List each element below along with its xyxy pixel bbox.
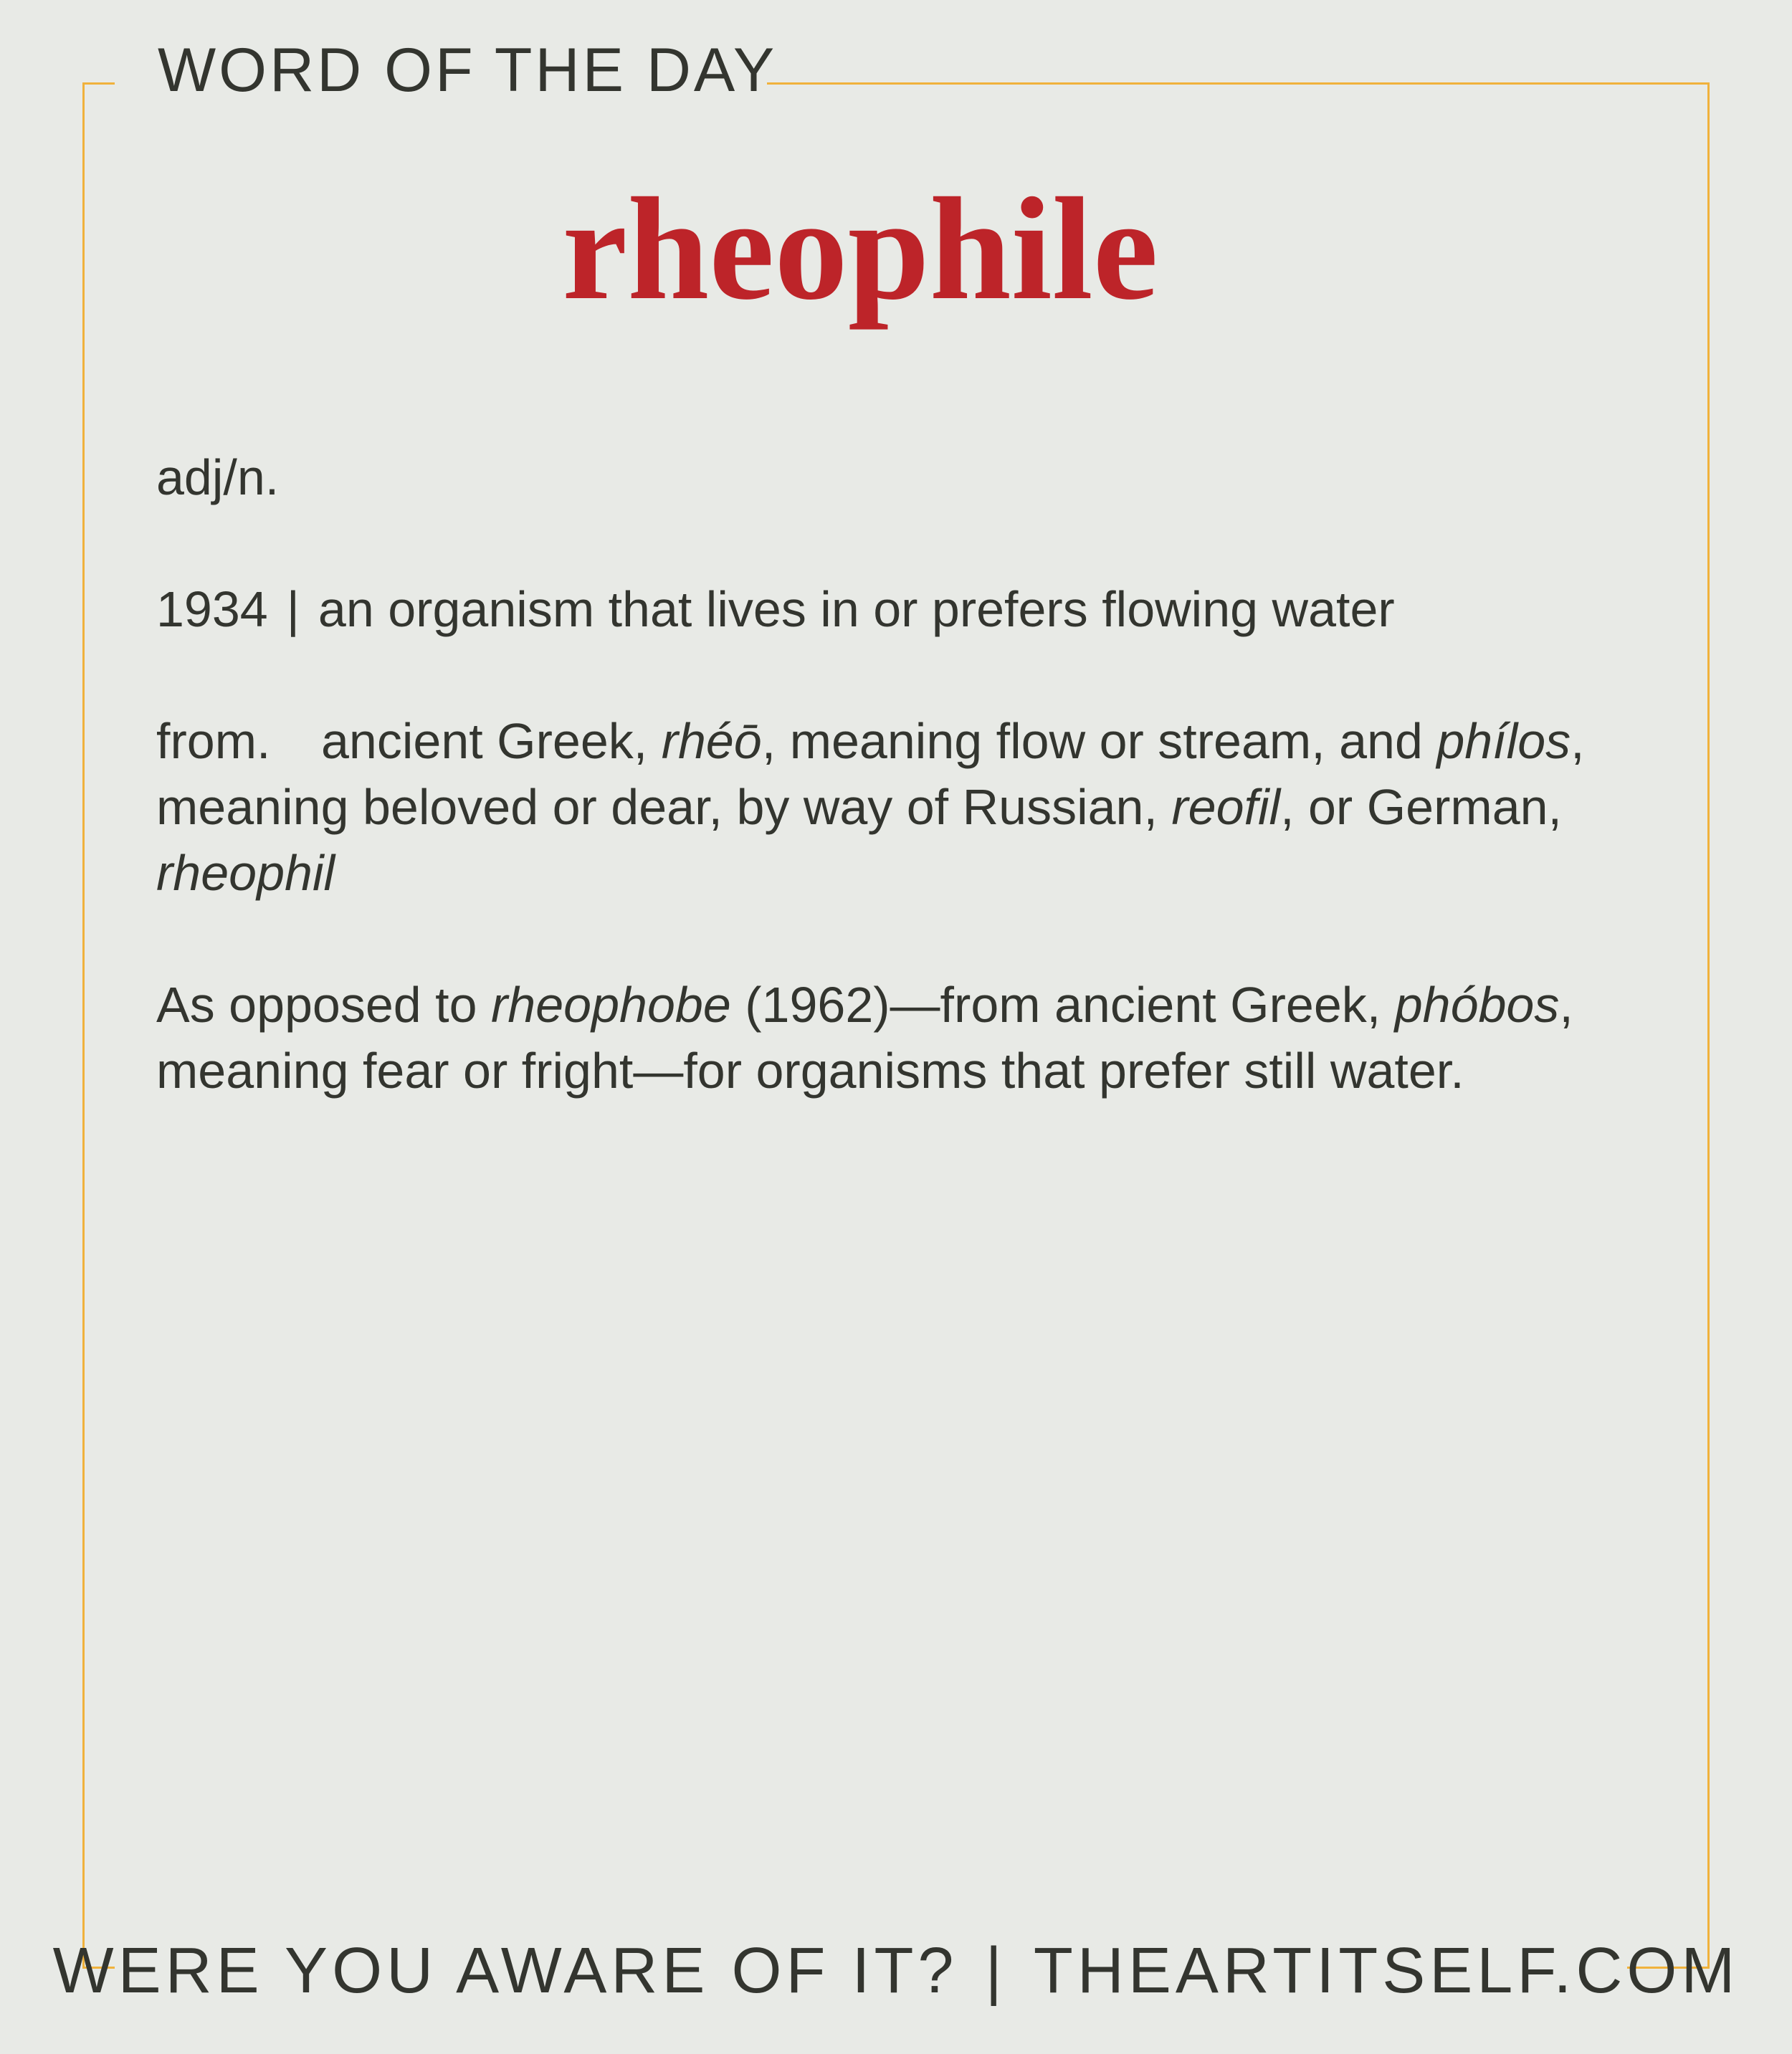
etymology-term: reofil: [1171, 779, 1281, 835]
etymology-label: from.: [156, 713, 271, 769]
entry-body: [156, 444, 1647, 1170]
separator: |: [286, 581, 300, 637]
footer: [0, 1935, 1792, 2007]
etymology-text: , meaning flow or stream, and: [761, 713, 1437, 769]
etymology-text: , or German,: [1280, 779, 1563, 835]
etymology-term: rheophil: [156, 845, 335, 901]
etymology: [156, 708, 1647, 906]
note-text: (1962)—from ancient Greek,: [730, 977, 1395, 1033]
footer-question: WERE YOU AWARE OF IT?: [52, 1935, 958, 2007]
part-of-speech: adj/n.: [156, 449, 280, 505]
etymology-text: , meaning beloved or dear, by way of Russian,: [156, 713, 1585, 835]
note-text: As opposed to: [156, 977, 491, 1033]
note-text: , meaning fear or fright—for organisms that prefer still water.: [156, 977, 1573, 1099]
note-term: rheophobe: [491, 977, 731, 1033]
footer-site-link[interactable]: THEARTITSELF.COM: [1033, 1935, 1740, 2007]
note-term: phóbos: [1394, 977, 1560, 1033]
usage-note: [156, 972, 1647, 1104]
etymology-term: phílos: [1436, 713, 1571, 769]
etymology-text: ancient Greek,: [321, 713, 662, 769]
etymology-term: rhéō: [661, 713, 762, 769]
footer-separator: |: [985, 1935, 1006, 2007]
headword: rheophile: [562, 168, 1158, 330]
header-title: WORD OF THE DAY: [158, 36, 778, 105]
definition-line: [156, 576, 1647, 642]
definition: an organism that lives in or prefers flowing water: [318, 581, 1395, 637]
year: 1934: [156, 581, 268, 637]
